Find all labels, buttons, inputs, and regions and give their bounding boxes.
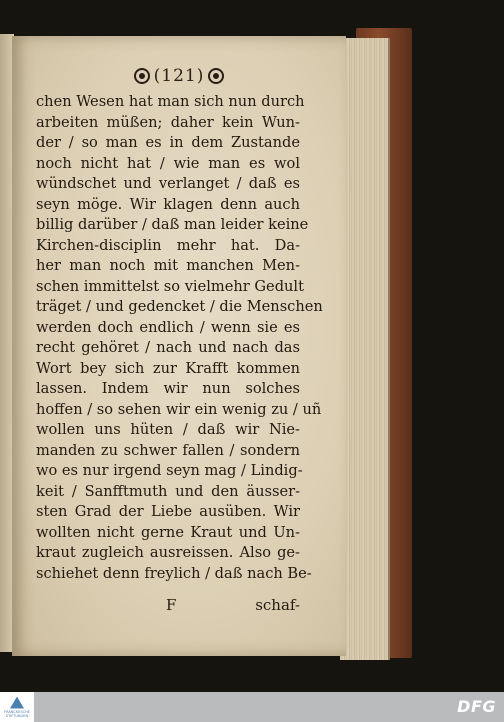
page-footer	[36, 596, 300, 618]
text-line: her man noch mit manchen Men-	[36, 257, 300, 274]
text-line: kraut zugleich ausreissen. Also ge-	[36, 544, 300, 561]
text-line: hoffen / so sehen wir ein wenig zu / uñ	[36, 400, 322, 418]
text-line: wollen uns hüten / daß wir Nie-	[36, 421, 300, 438]
text-line: seyn möge. Wir klagen denn auch	[36, 195, 300, 213]
text-line: wollten nicht gerne Kraut und Un-	[36, 523, 300, 541]
text-line: lassen. Indem wir nun solches	[36, 380, 300, 397]
text-line: wo es nur irgend seyn mag / Lindig-	[36, 462, 303, 479]
book-page	[12, 36, 346, 656]
text-line: chen Wesen hat man sich nun durch	[36, 93, 305, 110]
dfg-logo[interactable]: DFG	[457, 697, 496, 716]
catchword: schaf-	[255, 596, 300, 614]
logo-text: FRANCKESCHE STIFTUNGEN	[4, 709, 30, 718]
ornament-icon	[208, 68, 224, 84]
text-line: arbeiten müßen; daher kein Wun-	[36, 113, 300, 131]
text-line: sten Grad der Liebe ausüben. Wir	[36, 503, 300, 520]
text-line: wündschet und verlanget / daß es	[36, 175, 300, 192]
text-line: keit / Sanfftmuth und den äusser-	[36, 482, 300, 500]
text-line: billig darüber / daß man leider keine	[36, 216, 309, 233]
text-line: noch nicht hat / wie man es wol	[36, 154, 300, 172]
text-line: Kirchen-disciplin mehr hat. Da-	[36, 236, 300, 254]
text-line: träget / und gedencket / die Menschen	[36, 298, 323, 315]
text-line: Wort bey sich zur Krafft kommen	[36, 359, 300, 377]
signature-mark: F	[166, 596, 177, 614]
text-line: der / so man es in dem Zustande	[36, 134, 300, 151]
viewer-footer-bar	[0, 692, 504, 722]
text-line: schiehet denn freylich / daß nach Be-	[36, 564, 312, 582]
page-number: (121)	[153, 66, 205, 86]
ornament-icon	[134, 68, 150, 84]
page-edges	[340, 38, 390, 660]
institution-logo[interactable]	[0, 692, 34, 722]
logo-icon	[10, 697, 24, 709]
text-line: manden zu schwer fallen / sondern	[36, 441, 300, 459]
text-line: recht gehöret / nach und nach das	[36, 339, 300, 356]
page-header	[12, 66, 346, 86]
page-text	[36, 92, 323, 584]
text-line: schen immittelst so vielmehr Gedult	[36, 277, 304, 295]
text-line: werden doch endlich / wenn sie es	[36, 318, 300, 336]
